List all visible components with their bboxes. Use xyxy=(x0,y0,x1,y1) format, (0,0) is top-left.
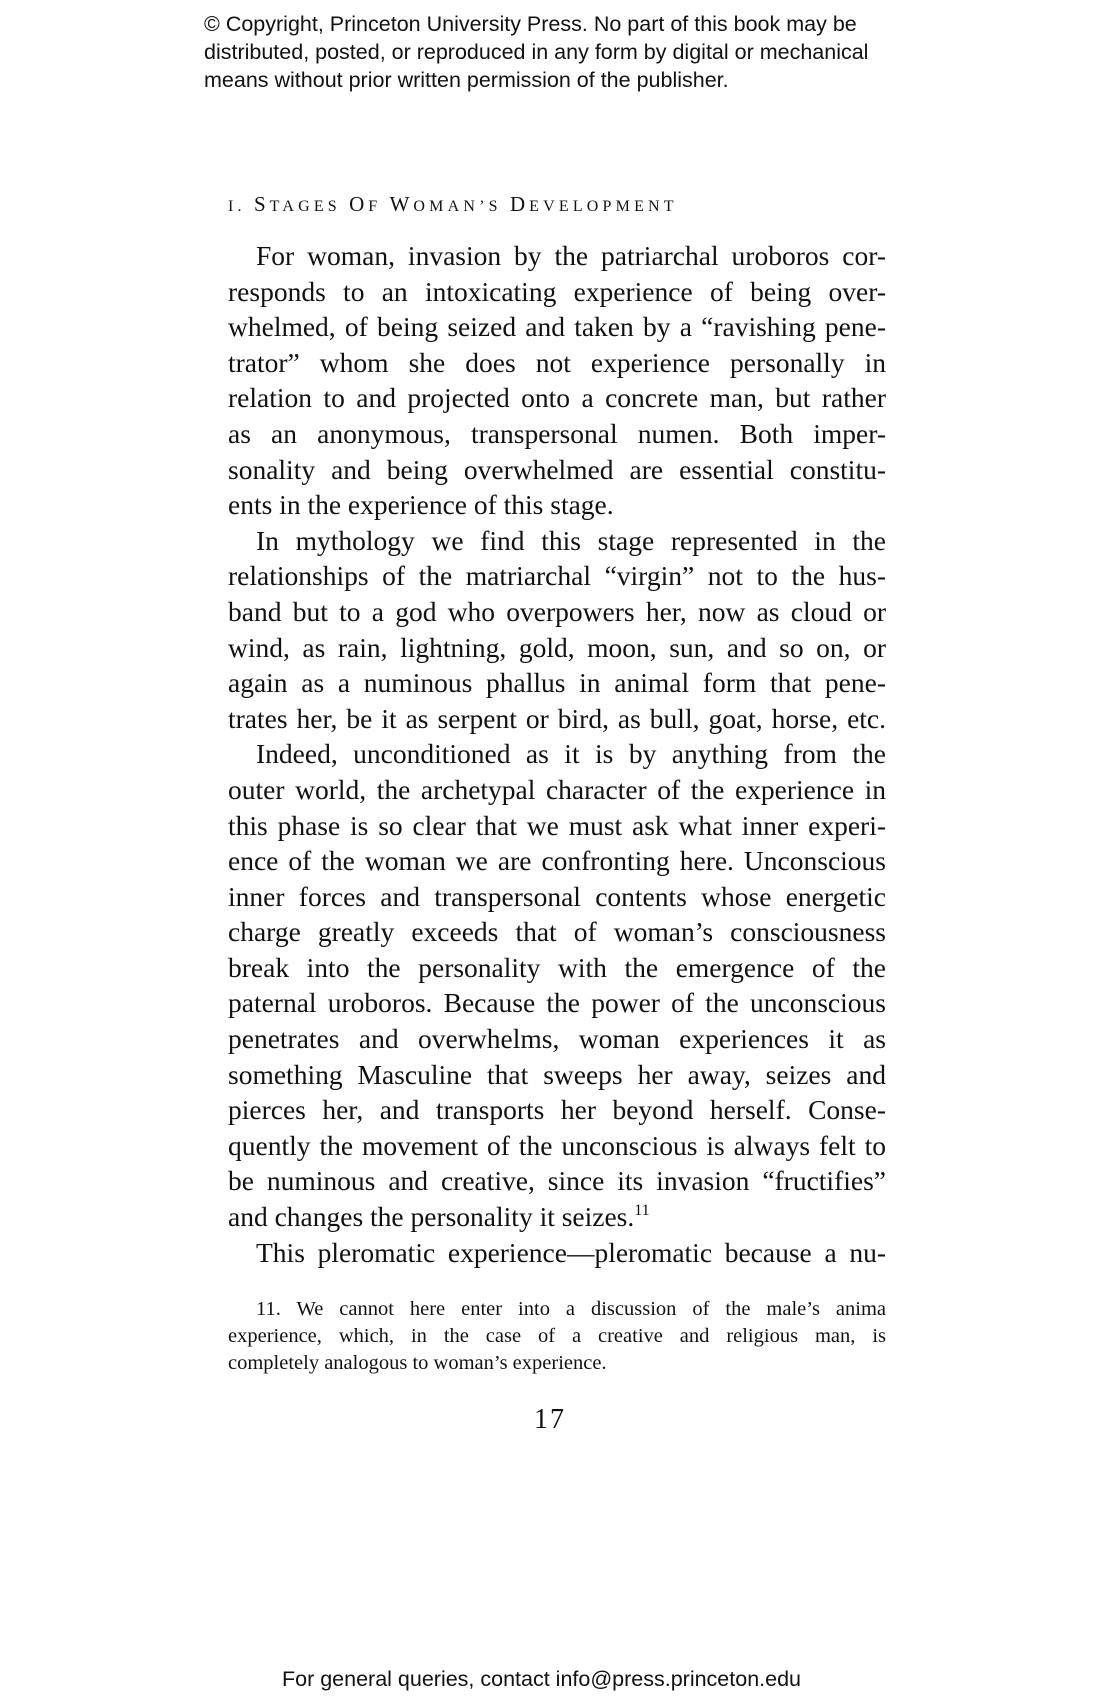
footnote xyxy=(228,1296,886,1377)
footnote-reference: 11 xyxy=(634,1202,650,1220)
footnote-line xyxy=(228,1296,886,1323)
footnote-text: We cannot here enter into a discussion of the male’s anima xyxy=(296,1298,886,1320)
text-line: relationships of the matriarchal “virgin” not to the hus- xyxy=(228,560,886,592)
heading-rest: F xyxy=(368,198,382,215)
heading-rest: OMAN’S xyxy=(413,198,502,215)
heading-rest: TAGES xyxy=(269,198,341,215)
copyright-line: © Copyright, Princeton University Press. No part of this book may be xyxy=(204,12,857,36)
text-line: For woman, invasion by the patriarchal uroboros cor- xyxy=(256,240,886,271)
paragraph xyxy=(228,736,886,1234)
text-line: wind, as rain, lightning, gold, moon, sun, and so on, or xyxy=(228,631,886,663)
text-line: whelmed, of being seized and taken by a “ravishing pene- xyxy=(228,311,886,343)
heading-cap: W xyxy=(389,192,414,216)
paragraph xyxy=(228,1235,886,1271)
text-line: this phase is so clear that we must ask what inner experi- xyxy=(228,809,886,841)
page-number: 17 xyxy=(534,1404,566,1435)
text-line: sonality and being overwhelmed are essential constitu- xyxy=(228,453,886,485)
text-line: be numinous and creative, since its invasion “fructifies” xyxy=(228,1165,886,1197)
text-line: inner forces and transpersonal contents whose energetic xyxy=(228,880,886,912)
text-line: break into the personality with the emergence of the xyxy=(228,951,886,983)
text-line: penetrates and overwhelms, woman experiences it as xyxy=(228,1023,886,1055)
chapter-heading xyxy=(228,192,908,217)
contact-notice: For general queries, contact info@press.princeton.edu xyxy=(282,1667,802,1691)
paragraph xyxy=(228,238,886,523)
copyright-line: distributed, posted, or reproduced in any form by digital or mechanical xyxy=(204,40,869,64)
copyright-notice xyxy=(204,10,924,94)
footnote-number: 11. xyxy=(256,1298,281,1320)
body-text xyxy=(228,238,886,1270)
text-line-content: and changes the personality it seizes. xyxy=(228,1201,635,1233)
text-line: quently the movement of the unconscious is always felt to xyxy=(228,1129,886,1161)
footnote-line: experience, which, in the case of a creative and religious man, is xyxy=(228,1325,886,1347)
heading-cap: O xyxy=(349,192,369,216)
text-line: trates her, be it as serpent or bird, as bull, goat, horse, etc. xyxy=(228,702,886,734)
text-line: This pleromatic experience—pleromatic because a nu- xyxy=(256,1236,886,1268)
footnote-line: completely analogous to woman’s experience. xyxy=(228,1352,607,1374)
heading-cap: S xyxy=(253,192,270,216)
text-line: again as a numinous phallus in animal form that pene- xyxy=(228,667,886,699)
text-line: ence of the woman we are confronting here. Unconscious xyxy=(228,845,886,877)
heading-cap: D xyxy=(509,192,530,216)
text-line: trator” whom she does not experience personally in xyxy=(228,346,886,378)
text-line: outer world, the archetypal character of the experience in xyxy=(228,773,886,805)
text-line: In mythology we find this stage represented in the xyxy=(256,524,886,556)
text-line: as an anonymous, transpersonal numen. Both imper- xyxy=(228,417,886,449)
text-line: responds to an intoxicating experience of being over- xyxy=(228,275,886,307)
paragraph xyxy=(228,523,886,737)
chapter-number: I. xyxy=(228,198,246,215)
text-line: charge greatly exceeds that of woman’s consciousness xyxy=(228,916,886,948)
text-line xyxy=(228,1199,886,1235)
copyright-line: means without prior written permission of the publisher. xyxy=(204,68,729,92)
text-line: pierces her, and transports her beyond herself. Conse- xyxy=(228,1094,886,1126)
heading-rest: EVELOPMENT xyxy=(529,198,678,215)
text-line: relation to and projected onto a concrete man, but rather xyxy=(228,382,886,414)
text-line: paternal uroboros. Because the power of the unconscious xyxy=(228,987,886,1019)
text-line: something Masculine that sweeps her away, seizes and xyxy=(228,1058,886,1090)
text-line: band but to a god who overpowers her, now as cloud or xyxy=(228,595,886,627)
text-line: Indeed, unconditioned as it is by anything from the xyxy=(256,738,886,770)
text-line: ents in the experience of this stage. xyxy=(228,489,614,521)
